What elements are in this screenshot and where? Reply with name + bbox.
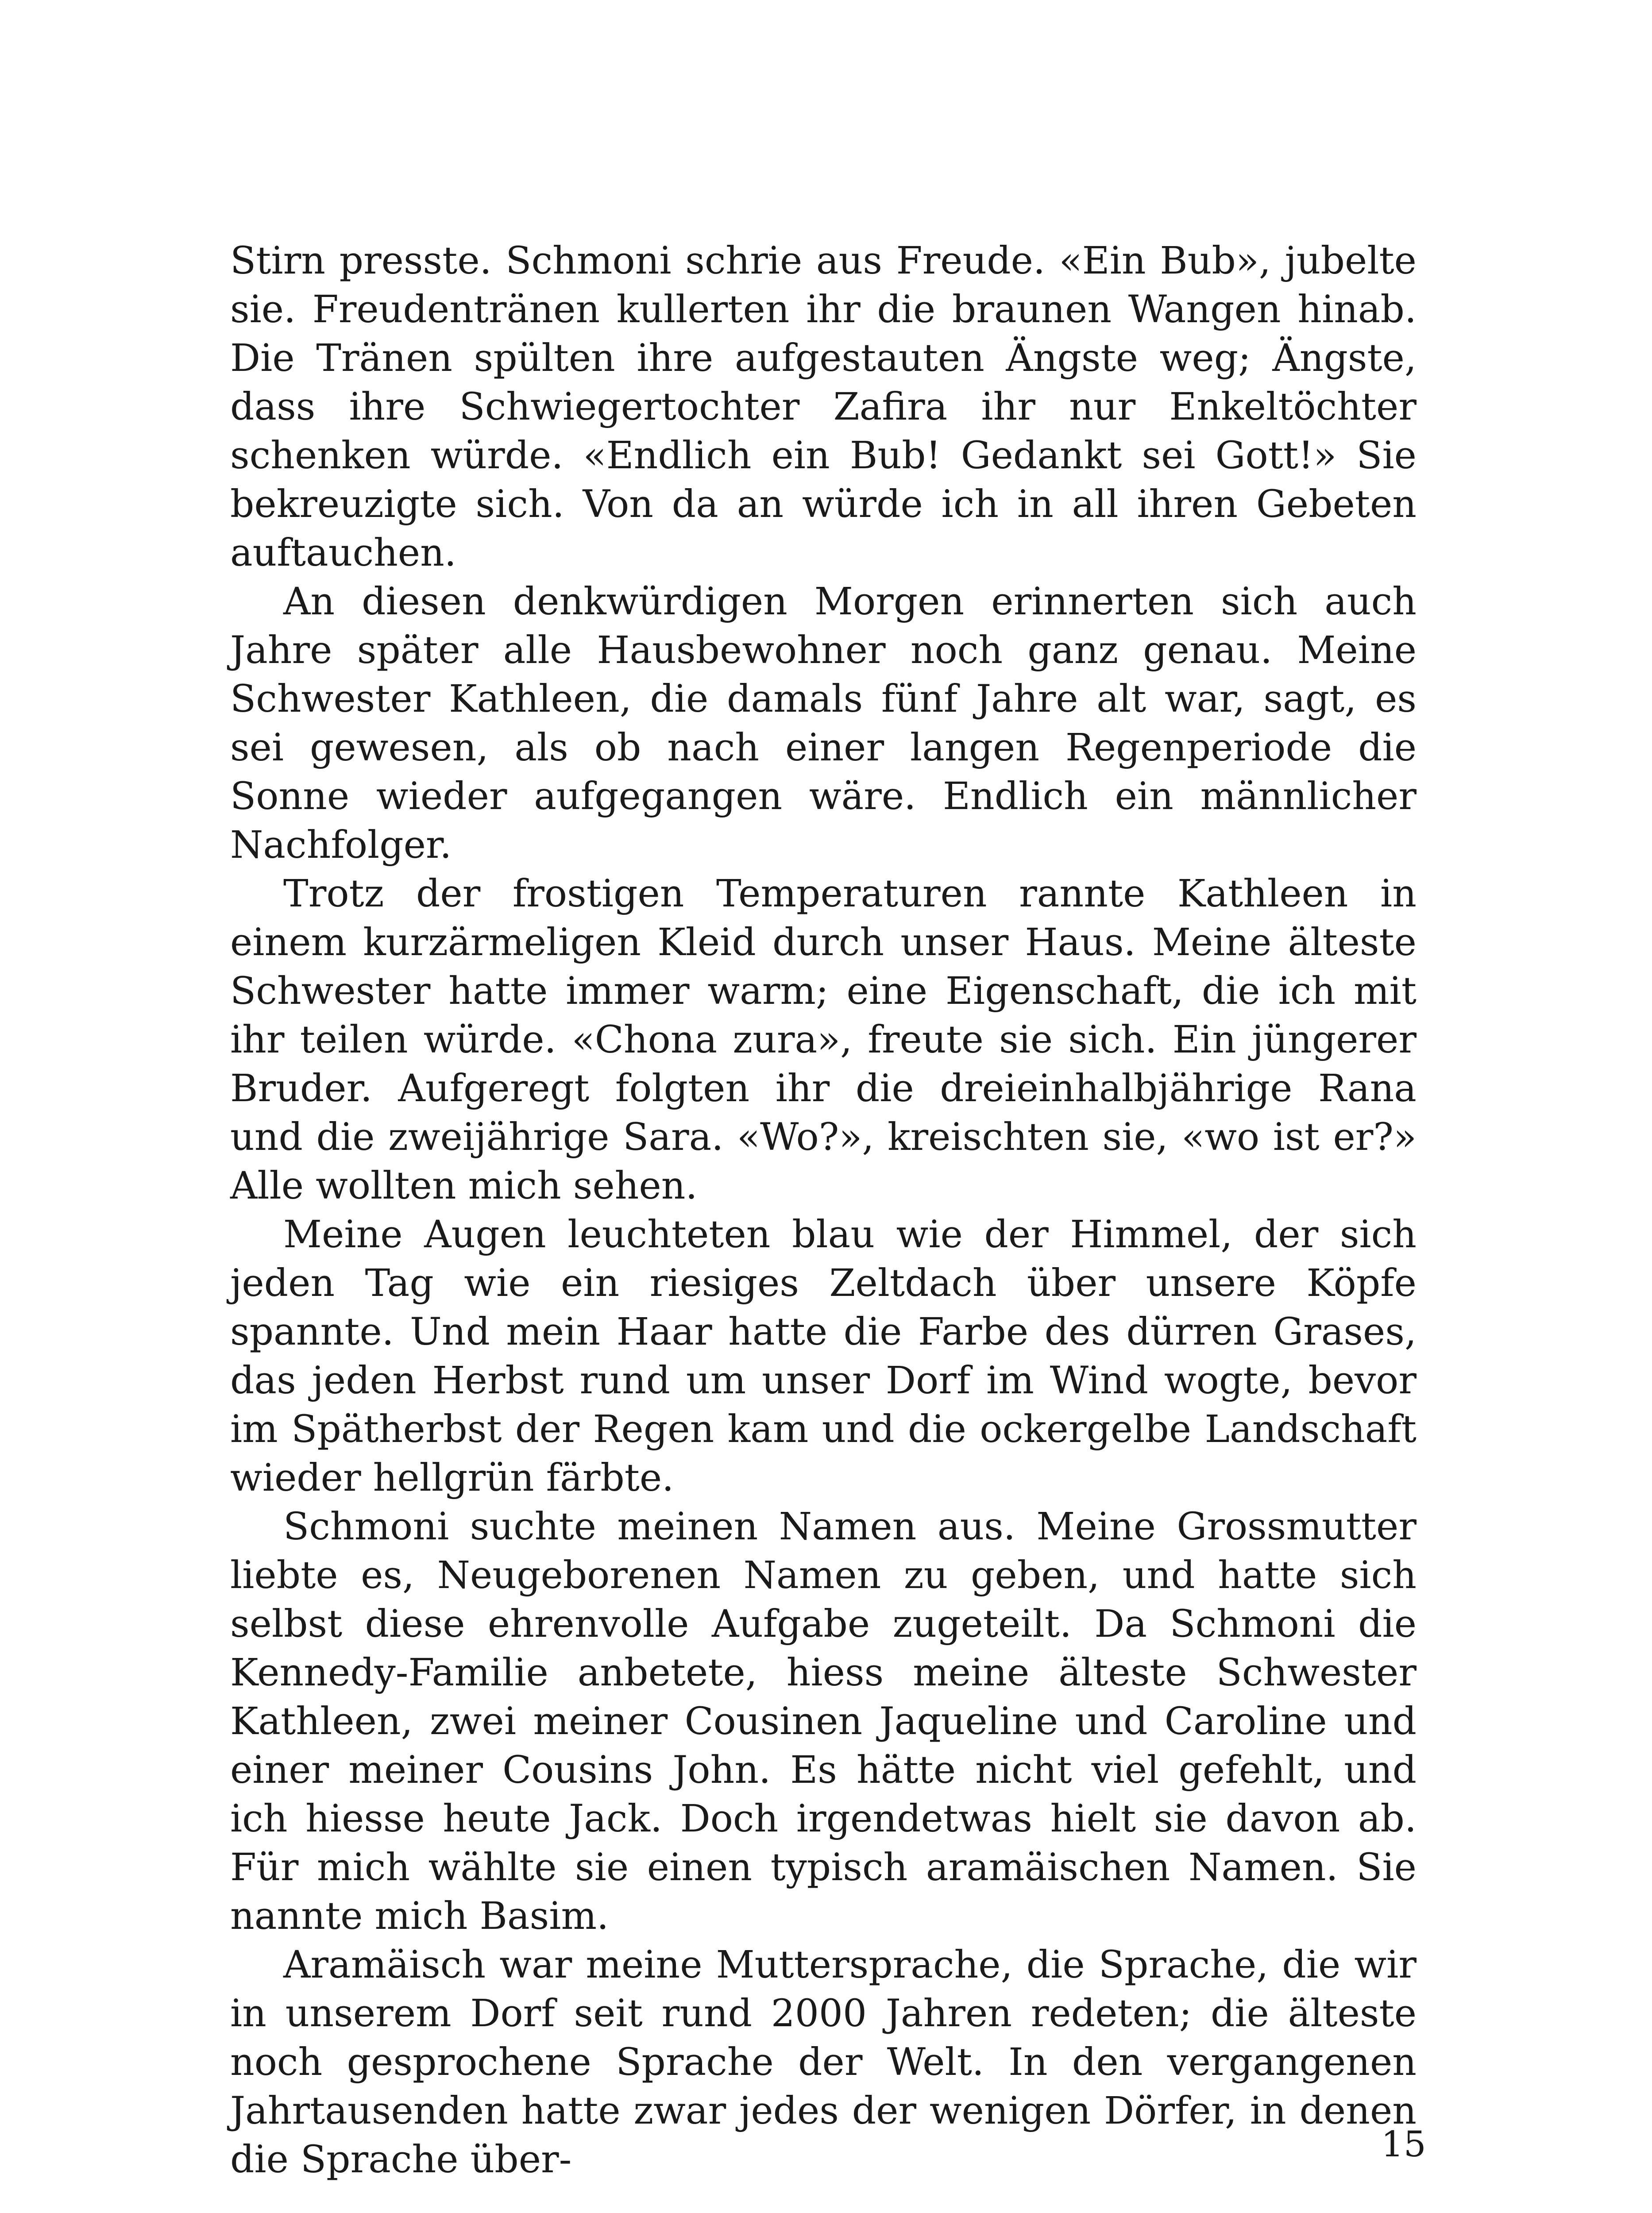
body-text [230,237,1417,2184]
paragraph: Aramäisch war meine Muttersprache, die Sprache, die wir in unserem Dorf seit rund 2000 Jahren redeten; die älteste noch gesprochene Sprache der Welt. In den vergangenen Jahrtausenden hatte zwar jedes der wenigen Dörfer, in denen die Sprache über- [230,1943,1417,2182]
paragraph: Trotz der frostigen Temperaturen rannte Kathleen in einem kurzärmeligen Kleid durch unser Haus. Meine älteste Schwester hatte immer warm; eine Eigenschaft, die ich mit ihr teilen würde. «Chona zura», freute sie sich. Ein jüngerer Bruder. Aufgeregt folgten ihr die dreieinhalbjährige Rana und die zweijährige Sara. «Wo?», kreischten sie, «wo ist er?» Alle wollten mich sehen. [230,872,1417,1208]
paragraph: Stirn presste. Schmoni schrie aus Freude. «Ein Bub», jubelte sie. Freudentränen kullerten ihr die braunen Wangen hinab. Die Tränen spülten ihre aufgestauten Ängste weg; Ängste, dass ihre Schwiegertochter Zafira ihr nur Enkeltöchter schenken würde. «Endlich ein Bub! Gedankt sei Gott!» Sie bekreuzigte sich. Von da an würde ich in all ihren Gebeten auftauchen. [230,239,1417,575]
paragraph: Schmoni suchte meinen Namen aus. Meine Grossmutter liebte es, Neugeborenen Namen zu geben, und hatte sich selbst diese ehrenvolle Aufgabe zugeteilt. Da Schmoni die Kennedy-Familie anbetete, hiess meine älteste Schwester Kathleen, zwei meiner Cousinen Jaqueline und Caroline und einer meiner Cousins John. Es hätte nicht viel gefehlt, und ich hiesse heute Jack. Doch irgendetwas hielt sie davon ab. Für mich wählte sie einen typisch aramäischen Namen. Sie nannte mich Basim. [230,1505,1417,1938]
paragraph: An diesen denkwürdigen Morgen erinnerten sich auch Jahre später alle Hausbewohner noch ganz genau. Meine Schwester Kathleen, die damals fünf Jahre alt war, sagt, es sei gewesen, als ob nach einer langen Regenperiode die Sonne wieder aufgegangen wäre. Endlich ein männlicher Nachfolger. [230,580,1417,867]
paragraph: Meine Augen leuchteten blau wie der Himmel, der sich jeden Tag wie ein riesiges Zeltdach über unsere Köpfe spannte. Und mein Haar hatte die Farbe des dürren Grases, das jeden Herbst rund um unser Dorf im Wind wogte, bevor im Spätherbst der Regen kam und die ockergelbe Landschaft wieder hellgrün färbte. [230,1213,1417,1500]
page-number: 15 [1381,2124,1426,2165]
